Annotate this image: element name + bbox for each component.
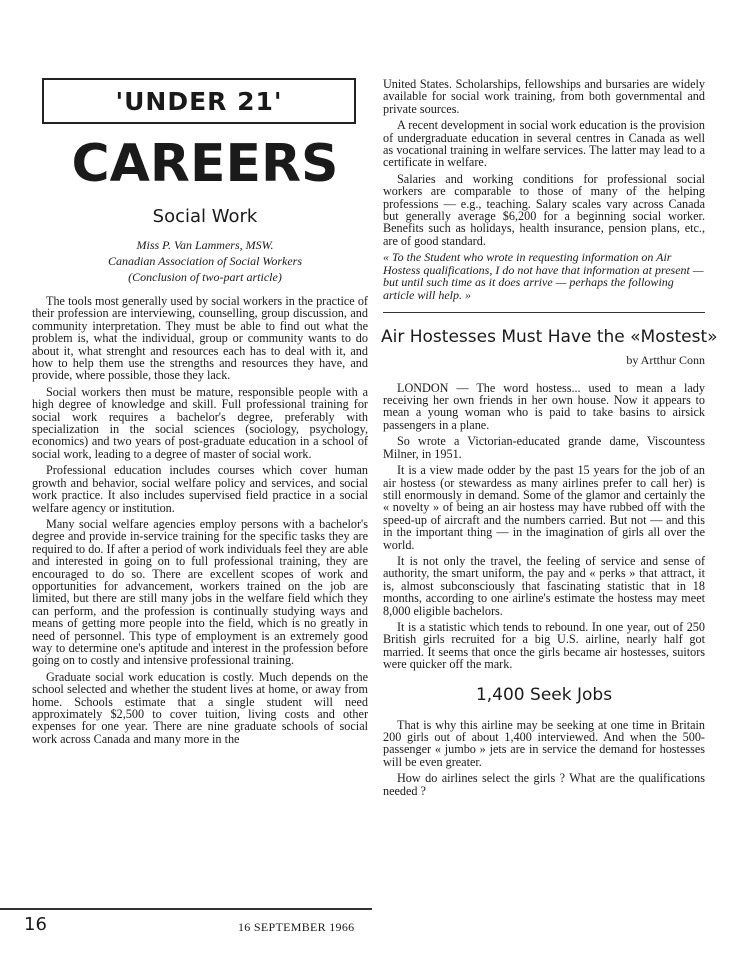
left-column (32, 78, 368, 749)
paragraph: A recent development in social work education is the provision of undergraduate education in several centres in Canada as well as vocational training in welfare services. The latter may lead to a certificate in welfare. (383, 118, 705, 170)
paragraph: United States. Scholarships, fellowships and bursaries are widely available for social work training, from both governmental and private sources. (383, 77, 705, 116)
paragraph: Salaries and working conditions for professional social workers are comparable to those of many of the helping professions — e.g., teaching. Salary scales vary across Canada but generally average $6,200 for a beginning social worker. Benefits such as holidays, health insurance, pension plans, etc., are of good standard. (383, 171, 705, 248)
air-hostess-article-title: Air Hostesses Must Have the «Mostest» (381, 326, 718, 347)
careers-heading: CAREERS (71, 134, 339, 194)
paragraph: That is why this airline may be seeking at one time in Britain 200 girls out of about 1,400 interviewed. And when the 500-passenger « jumbo » jets are in service the demand for hostesses will be even greater. (383, 717, 705, 769)
paragraph: How do airlines select the girls ? What are the qualifications needed ? (383, 771, 705, 798)
footer-rule (0, 908, 372, 910)
article-author: by Artthur Conn (626, 352, 705, 367)
paragraph: LONDON — The word hostess... used to mean a lady receiving her own friends in her own house. Now it appears to mean a young woman who is paid to take basins to airsick passengers in a plane. (383, 380, 705, 432)
social-work-title: Social Work (152, 206, 258, 227)
editor-note: « To the Student who wrote in requesting information on Air Hostess qualifications, I do not have that information at present — but until such time as it does arrive — perhaps the following article will help. » (383, 250, 704, 303)
paragraph: It is a view made odder by the past 15 years for the job of an air hostess (or stewardess as many airlines prefer to call her) is still enormously in demand. Some of the glamor and certainly the « novelty » of being an air hostess may have rubbed off with the speed-up of aircraft and the numbers carried. But not — and this in the important thing — in the imagination of girls all over the world. (383, 463, 705, 552)
section-divider (383, 312, 705, 313)
right-column (381, 77, 718, 801)
subheading-1400-seek-jobs: 1,400 Seek Jobs (475, 684, 613, 705)
paragraph: Social workers then must be mature, responsible people with a high degree of knowledge and skill. Full professional training for social work requires a bachelor's degree, preferably with specialization in the social sciences (sociology, psychology, economics) and two years of post-graduate education in a school of social work, leading to a degree of master of social work. (32, 384, 368, 461)
paragraph: Professional education includes courses which cover human growth and behavior, social welfare policy and services, and social work practice. It also includes supervised field practice in a social welfare agency or institution. (32, 463, 368, 515)
issue-date: 16 SEPTEMBER 1966 (238, 920, 355, 934)
article-part-note: (Conclusion of two-part article) (128, 270, 282, 284)
author-byline (42, 237, 368, 285)
paragraph: It is a statistic which tends to rebound. In one year, out of 250 British girls recruited for a big U.S. airline, nearly half got married. It seems that once the girls became air hostesses, suitors were quicker off the mark. (383, 619, 705, 672)
author-organization: Canadian Association of Social Workers (107, 254, 302, 268)
paragraph: Many social welfare agencies employ persons with a bachelor's degree and provide in-service training for the specific tasks they are required to do. If after a period of work individuals feel they are able and interested in going on to full professional training, they are encouraged to do so. There are excellent scopes of work and opportunities for advancement, workers trained on the job are limited, but there are still many jobs in the welfare field which they can perform, and the profession is continually studying ways and means of getting more people into the field, which is no greatly in need of personnel. This type of employment is an extremely good way to determine one's aptitude and interest in the profession before going on to costly and intensive professional training. (32, 516, 368, 668)
paragraph: Graduate social work education is costly. Much depends on the school selected and whether the student lives at home, or away from home. Schools estimate that a single student will need approximately $2,500 to cover tuition, living costs and other expenses for one year. There are nine graduate schools of social work across Canada and many more in the (32, 669, 368, 746)
paragraph: So wrote a Victorian-educated grande dame, Viscountess Milner, in 1951. (383, 434, 705, 461)
under-21-box-title: 'UNDER 21' (42, 78, 356, 124)
paragraph: The tools most generally used by social workers in the practice of their profession are interviewing, counselling, group discussion, and community interpretation. They must be able to find out what the problem is, what the individual, group or community wants to do about it, what strenght and resources each has to deal with it, and how to help them use the strengths and resources they have, and provide, where possible, those they lack. (32, 294, 368, 383)
paragraph: It is not only the travel, the feeling of service and sense of authority, the smart uniform, the pay and « perks » that attract, it is, almost subconsciously that fascinating statistic that in 18 months, according to one airline's estimate the hostess may meet 8,000 eligible bachelors. (383, 553, 705, 618)
page-number: 16 (24, 914, 47, 935)
author-name: Miss P. Van Lammers, MSW. (136, 238, 274, 252)
